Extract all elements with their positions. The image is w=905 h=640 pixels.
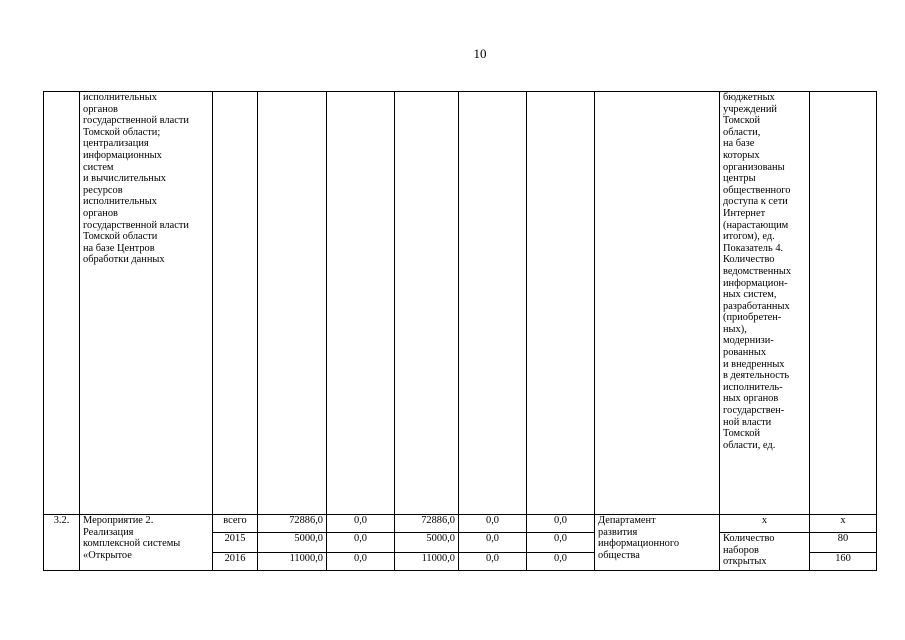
value-cell: 160 [810, 553, 877, 571]
indicator-name-lines [723, 533, 806, 568]
cell-value [810, 92, 877, 515]
description-line: ресурсов [83, 184, 123, 196]
executor-lines [598, 515, 716, 561]
description-line: Томской области [83, 231, 158, 243]
cell-number [44, 92, 80, 515]
cell-other [527, 92, 595, 515]
executor-line: Департамент [598, 515, 656, 526]
other-cell: 0,0 [527, 553, 595, 571]
indicator-cell [720, 92, 810, 515]
indicator-line: государствен- [723, 405, 785, 417]
indicator-line: разработанных [723, 300, 790, 312]
indicator-name-line: открытых [723, 556, 767, 568]
executor-line: общества [598, 549, 640, 561]
indicator-line: Показатель 4. [723, 242, 784, 254]
indicator-line: ных), [723, 323, 747, 335]
cell-regional [395, 92, 459, 515]
indicator-name-cell [720, 533, 810, 571]
row-number: 3.2. [44, 515, 80, 571]
federal-cell: 0,0 [327, 533, 395, 553]
other-cell: 0,0 [527, 533, 595, 553]
indicator-line: организованы [723, 161, 785, 173]
executor-line: информационного [598, 538, 680, 550]
executor-cell [595, 515, 720, 571]
federal-cell: 0,0 [327, 515, 395, 533]
description-line: централизация [83, 138, 149, 150]
indicator-line: области, ед. [723, 439, 776, 451]
indicator-line: информацион- [723, 277, 788, 289]
indicator-line: и внедренных [723, 358, 785, 370]
description-line: Томской области; [83, 126, 161, 138]
event-name-line: комплексной системы [83, 538, 181, 550]
program-table [43, 91, 877, 571]
indicator-line: Интернет [723, 207, 766, 219]
local-cell: 0,0 [459, 515, 527, 533]
total-cell: 11000,0 [258, 553, 327, 571]
event-name-line: Мероприятие 2. [83, 515, 154, 526]
indicator-line: ной власти [723, 416, 772, 428]
indicator-x-cell: х [720, 515, 810, 533]
page-number: 10 [473, 46, 487, 61]
description-line: обработки данных [83, 254, 165, 266]
continuation-row [44, 92, 877, 515]
regional-cell: 5000,0 [395, 533, 459, 553]
indicator-line: Томской [723, 428, 761, 440]
indicator-line: которых [723, 149, 760, 161]
description-cell [80, 92, 213, 515]
total-cell: 72886,0 [258, 515, 327, 533]
year-cell: 2015 [213, 533, 258, 553]
cell-local [459, 92, 527, 515]
indicator-line: на базе [723, 138, 755, 150]
description-line: систем [83, 161, 114, 173]
year-cell: всего [213, 515, 258, 533]
cell-executor [595, 92, 720, 515]
executor-line: развития [598, 526, 638, 538]
value-cell: 80 [810, 533, 877, 553]
indicator-line: Количество [723, 254, 775, 266]
indicator-line: учреждений [723, 103, 777, 115]
description-line: органов [83, 103, 118, 115]
description-line: государственной власти [83, 115, 189, 127]
event-name-cell [80, 515, 213, 571]
indicator-line: ведомственных [723, 265, 792, 277]
indicator-line: рованных [723, 347, 767, 359]
table-row-3-2-total [44, 515, 877, 533]
value-x-cell: х [810, 515, 877, 533]
indicator-line: (нарастающим [723, 219, 789, 231]
indicator-name-line: Количество [723, 533, 775, 544]
federal-cell: 0,0 [327, 553, 395, 571]
cell-total [258, 92, 327, 515]
indicator-line: бюджетных [723, 92, 775, 103]
indicator-line: общественного [723, 184, 791, 196]
indicator-line: доступа к сети [723, 196, 788, 208]
description-line: исполнительных [83, 92, 157, 103]
local-cell: 0,0 [459, 553, 527, 571]
indicator-lines [723, 92, 806, 451]
event-name-line: «Открытое [83, 549, 132, 561]
description-line: исполнительных [83, 196, 157, 208]
local-cell: 0,0 [459, 533, 527, 553]
indicator-line: исполнитель- [723, 381, 783, 393]
other-cell: 0,0 [527, 515, 595, 533]
cell-federal [327, 92, 395, 515]
description-line: государственной власти [83, 219, 189, 231]
indicator-line: ных систем, [723, 289, 777, 301]
event-name-line: Реализация [83, 526, 134, 538]
indicator-line: модернизи- [723, 335, 774, 347]
regional-cell: 11000,0 [395, 553, 459, 571]
regional-cell: 72886,0 [395, 515, 459, 533]
indicator-line: центры [723, 173, 756, 185]
description-line: на базе Центров [83, 242, 155, 254]
description-line: информационных [83, 149, 162, 161]
cell-year [213, 92, 258, 515]
indicator-name-line: наборов [723, 544, 759, 556]
description-line: органов [83, 207, 118, 219]
description-line: и вычислительных [83, 173, 167, 185]
year-cell: 2016 [213, 553, 258, 571]
indicator-line: области, [723, 126, 761, 138]
indicator-line: Томской [723, 115, 761, 127]
total-cell: 5000,0 [258, 533, 327, 553]
indicator-line: ных органов [723, 393, 779, 405]
indicator-line: (приобретен- [723, 312, 782, 324]
indicator-line: итогом), ед. [723, 231, 775, 243]
indicator-line: в деятельность [723, 370, 790, 382]
description-lines [83, 92, 209, 266]
event-name-lines [83, 515, 209, 561]
